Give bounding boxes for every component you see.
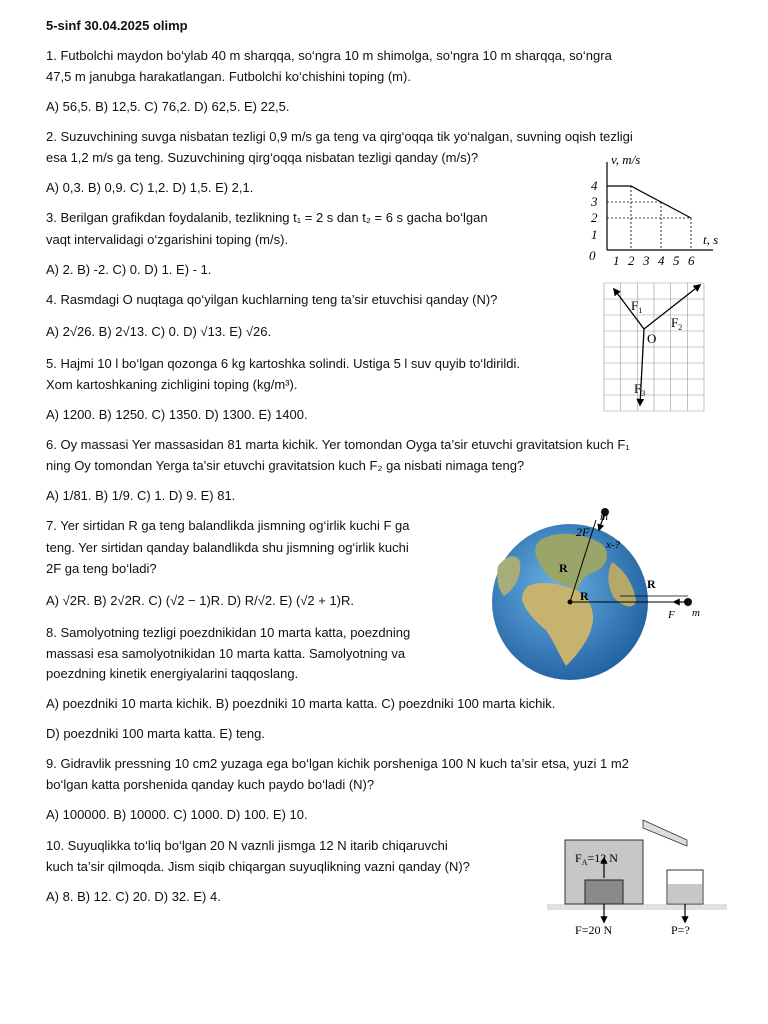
graph-ytick-0: 0 (589, 248, 596, 263)
q7-text-2: teng. Yer sirtidan qanday balandlikda shu jismning og‘irlik kuchi (46, 540, 409, 555)
q3-text-2: vaqt intervalidagi o‘zgarishini toping (m/s). (46, 232, 289, 247)
q5-answers: A) 1200. B) 1250. C) 1350. D) 1300. E) 1400. (46, 407, 308, 422)
q8-text-3: poezdning kinetik energiyalarini taqqoslang. (46, 666, 299, 681)
q9-text-2: bo‘lgan katta porshenida qanday kuch paydo bo‘ladi (N)? (46, 777, 375, 792)
graph-ytick-4: 4 (591, 178, 598, 193)
q6-text-2: ning Oy tomondan Yerga ta’sir etuvchi gravitatsion kuch F₂ ga nisbati nimaga teng? (46, 458, 525, 473)
q5-text-1: 5. Hajmi 10 l bo‘lgan qozonga 6 kg kartoshka solindi. Ustiga 5 l suv quyib to‘ldirildi. (46, 356, 521, 371)
radius-label-1: R (559, 561, 568, 575)
buoyant-force-label: $F_A=12$ N (575, 851, 618, 867)
displaced-weight-label: P=? (671, 923, 690, 937)
submerged-body (585, 880, 623, 904)
q9-text-1: 9. Gidravlik pressning 10 cm2 yuzaga ega bo‘lgan kichik porsheniga 100 N kuch ta’sir etsa, yuzi 1 m2 (46, 756, 629, 771)
graph-xtick-1: 1 (613, 253, 620, 268)
q4-text: 4. Rasmdagi O nuqtaga qo‘yilgan kuchlarning teng ta’sir etuvchisi qanday (N)? (46, 292, 498, 307)
force-f1-label: $F_1$ (631, 298, 643, 315)
force-f2-label: $F_2$ (671, 315, 683, 332)
q8-answers-2: D) poezdniki 100 marta katta. E) teng. (46, 726, 265, 741)
page-title: 5-sinf 30.04.2025 olimp (46, 18, 188, 33)
graph-xtick-3: 3 (643, 253, 650, 268)
q2-text-2: esa 1,2 m/s ga teng. Suzuvchining qirg‘oqqa nisbatan tezligi qanday (m/s)? (46, 150, 479, 165)
radius-label-2: R (580, 589, 589, 603)
q7-text-1: 7. Yer sirtidan R ga teng balandlikda jismning og‘irlik kuchi F ga (46, 518, 410, 533)
radius-label-3: R (647, 577, 656, 591)
q8-text-1: 8. Samolyotning tezligi poezdnikidan 10 marta katta, poezdning (46, 625, 411, 640)
q1-text-1: 1. Futbolchi maydon bo‘ylab 40 m sharqqa, so‘ngra 10 m shimolga, so‘ngra 10 m sharqqa, so‘ngra (46, 48, 612, 63)
graph-xtick-6: 6 (688, 253, 695, 268)
force-f-label: F (668, 609, 675, 621)
q10-answers: A) 8. B) 12. C) 20. D) 32. E) 4. (46, 889, 221, 904)
q5-text-2: Xom kartoshkaning zichligini toping (kg/m³). (46, 377, 298, 392)
force-f3-label: $F_3$ (634, 381, 646, 398)
graph-ytick-2: 2 (591, 210, 598, 225)
graph-y-label: v, m/s (611, 152, 641, 167)
graph-ytick-1: 1 (591, 227, 598, 242)
q7-answers: A) √2R. B) 2√2R. C) (√2 − 1)R. D) R/√2. E) (√2 + 1)R. (46, 593, 355, 608)
q8-text-2: massasi esa samolyotnikidan 10 marta katta. Samolyotning va (46, 646, 406, 661)
weight-label: F=20 N (575, 923, 613, 937)
height-unknown-label: x-? (606, 539, 621, 551)
q10-text-2: kuch ta’sir qilmoqda. Jism siqib chiqargan suyuqlikning vazni qanday (N)? (46, 859, 470, 874)
overflow-spout (643, 820, 687, 846)
displaced-liquid (668, 884, 702, 903)
graph-x-label: t, s (703, 232, 719, 247)
point-o-label: O (647, 331, 657, 346)
force-vectors-figure (604, 283, 706, 413)
q1-text-2: 47,5 m janubga harakatlangan. Futbolchi ko‘chishini toping (m). (46, 69, 411, 84)
earth-center-dot (568, 600, 573, 605)
q3-answers: A) 2. B) -2. C) 0. D) 1. E) - 1. (46, 262, 212, 277)
force-2f-label: 2F (576, 525, 590, 539)
force-grid (604, 283, 704, 411)
mass-top-label: m (600, 511, 608, 523)
q1-answers: A) 56,5. B) 12,5. C) 76,2. D) 62,5. E) 22,5. (46, 99, 290, 114)
q7-text-3: 2F ga teng bo‘ladi? (46, 561, 157, 576)
floor (547, 904, 727, 910)
mass-right-label: m (692, 607, 700, 619)
earth-gravity-figure (484, 506, 710, 680)
submerged-body-figure (547, 818, 727, 940)
graph-xtick-5: 5 (673, 253, 680, 268)
graph-xtick-4: 4 (658, 253, 665, 268)
q9-answers: A) 100000. B) 10000. C) 1000. D) 100. E) 10. (46, 807, 308, 822)
q8-answers-1: A) poezdniki 10 marta kichik. B) poezdniki 10 marta katta. C) poezdniki 100 marta kichik. (46, 696, 556, 711)
q6-answers: A) 1/81. B) 1/9. C) 1. D) 9. E) 81. (46, 488, 236, 503)
q3-text-1: 3. Berilgan grafikdan foydalanib, tezlikning t₁ = 2 s dan t₂ = 6 s gacha bo‘lgan (46, 210, 488, 225)
q4-answers: A) 2√26. B) 2√13. C) 0. D) √13. E) √26. (46, 324, 272, 339)
velocity-time-graph (585, 152, 735, 270)
q2-text-1: 2. Suzuvchining suvga nisbatan tezligi 0,9 m/s ga teng va qirg‘oqqa tik yo‘nalgan, suvning oqish tezligi (46, 129, 633, 144)
graph-xtick-2: 2 (628, 253, 635, 268)
q6-text-1: 6. Oy massasi Yer massasidan 81 marta kichik. Yer tomondan Oyga ta’sir etuvchi gravitatsion kuch F₁ (46, 437, 630, 452)
q2-answers: A) 0,3. B) 0,9. C) 1,2. D) 1,5. E) 2,1. (46, 180, 254, 195)
q10-text-1: 10. Suyuqlikka to‘liq bo‘lgan 20 N vaznli jismga 12 N itarib chiqaruvchi (46, 838, 448, 853)
graph-ytick-3: 3 (591, 194, 598, 209)
